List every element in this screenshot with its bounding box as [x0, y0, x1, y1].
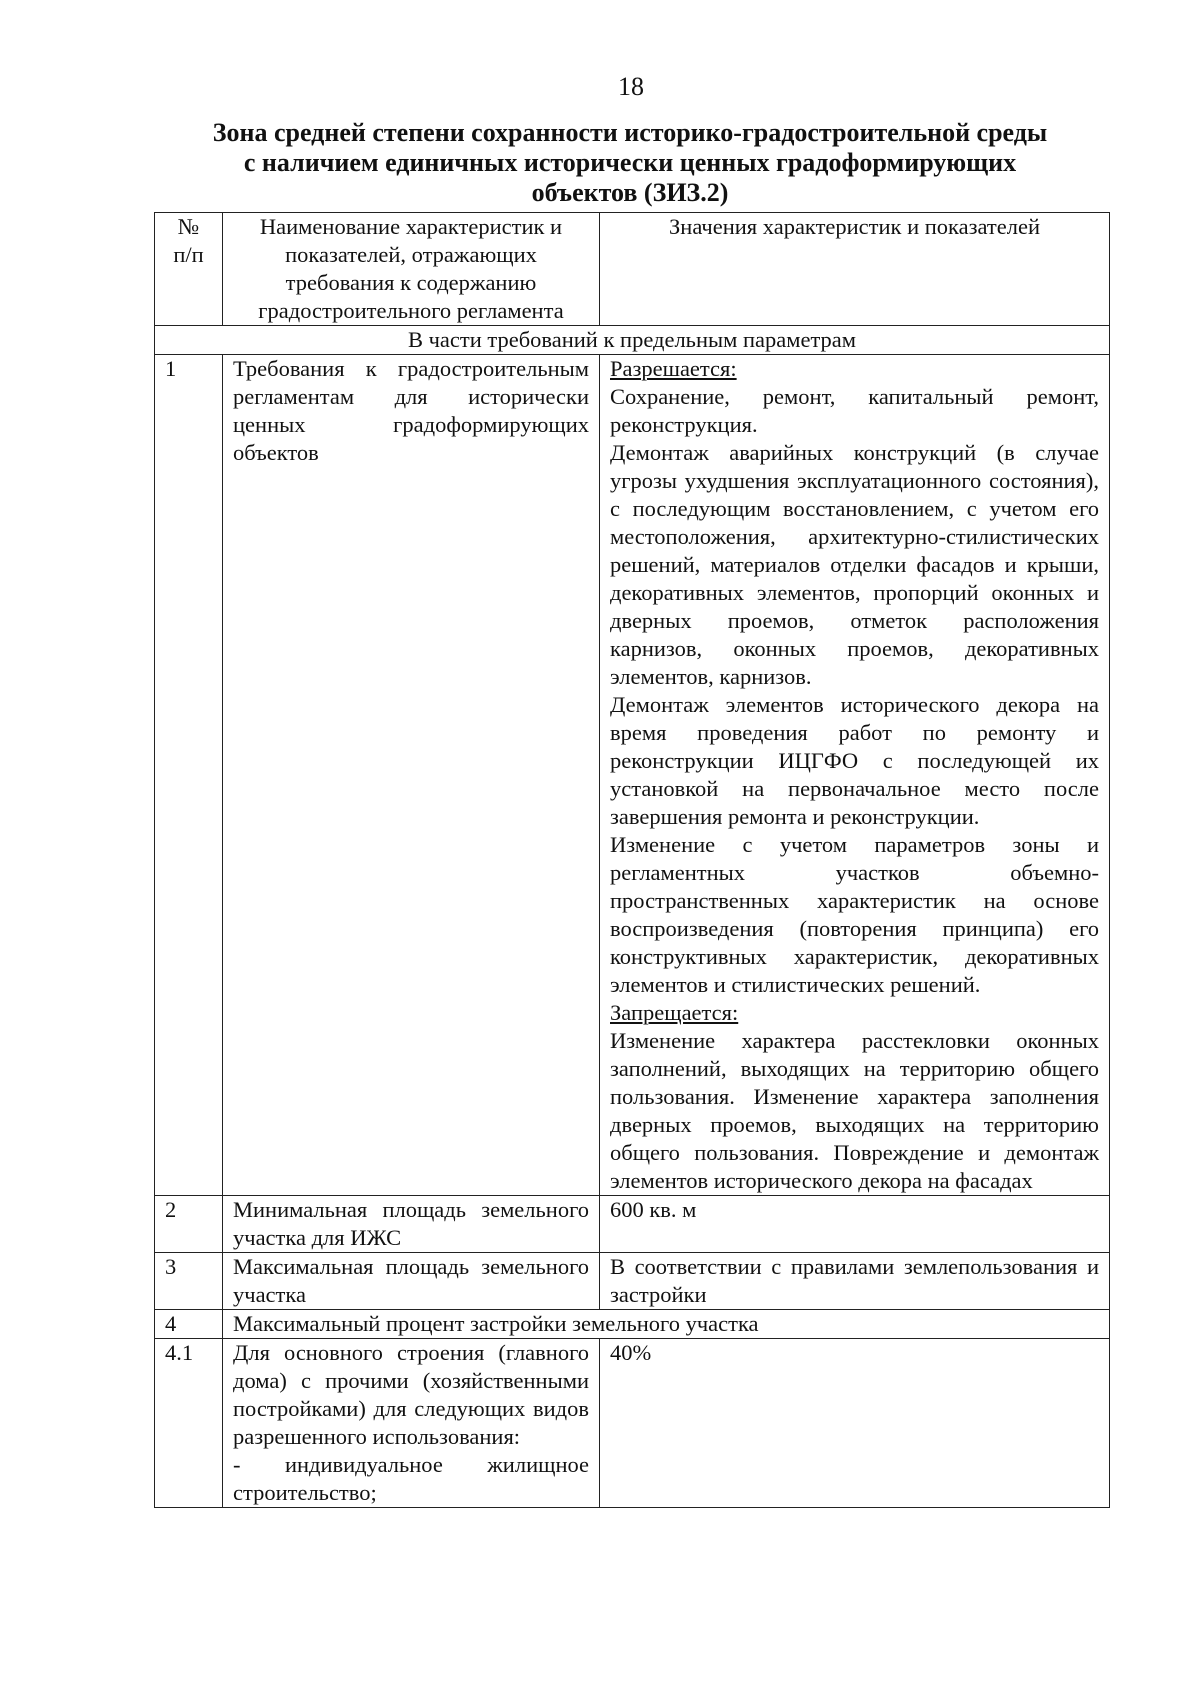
row-value: 600 кв. м	[600, 1196, 1110, 1253]
row-number: 3	[155, 1253, 223, 1310]
row-number: 4	[155, 1310, 223, 1339]
row-number: 1	[155, 355, 223, 1196]
section-row	[155, 326, 1110, 355]
document-title	[150, 118, 1110, 208]
title-line-1: Зона средней степени сохранности историко-градостроительной среды	[212, 118, 1048, 147]
allowed-label: Разрешается:	[610, 356, 737, 381]
header-characteristic-value: Значения характеристик и показателей	[600, 213, 1110, 326]
allowed-item: Демонтаж аварийных конструкций (в случае угрозы ухудшения эксплуатационного состояния), с последующим восстановлением, с учетом его местоположения, архитектурно-стилистических решений, материалов отделки фасадов и крыши, декоративных элементов, пропорций оконных и дверных проемов, отметок расположения карнизов, оконных проемов, декоративных элементов, карнизов.	[610, 440, 1099, 689]
title-line-2: с наличием единичных исторически ценных градоформирующих	[243, 148, 1017, 177]
header-number-abbr: п/п	[173, 242, 204, 267]
title-line-3: объектов (ЗИЗ.2)	[531, 178, 729, 207]
row-number: 4.1	[155, 1339, 223, 1508]
header-number	[155, 213, 223, 326]
forbidden-label: Запрещается:	[610, 1000, 739, 1025]
header-characteristic-name: Наименование характеристик и показателей, отражающих требования к содержанию градостроительного регламента	[223, 213, 600, 326]
forbidden-text: Изменение характера расстекловки оконных заполнений, выходящих на территорию общего пользования. Изменение характера заполнения дверных проемов, выходящих на территорию общего пользования. Повреждение и демонтаж элементов исторического декора на фасадах	[610, 1028, 1099, 1193]
table-header-row	[155, 213, 1110, 326]
row-value	[600, 355, 1110, 1196]
table-row	[155, 1253, 1110, 1310]
row-name: Максимальный процент застройки земельного участка	[223, 1310, 1110, 1339]
allowed-item: Сохранение, ремонт, капитальный ремонт, реконструкция.	[610, 384, 1099, 437]
row-name-item: - индивидуальное жилищное строительство;	[233, 1452, 589, 1505]
table-row	[155, 1339, 1110, 1508]
table-row	[155, 355, 1110, 1196]
row-value: 40%	[600, 1339, 1110, 1508]
row-name: Требования к градостроительным регламентам для исторически ценных градоформирующих объектов	[223, 355, 600, 1196]
row-name: Максимальная площадь земельного участка	[223, 1253, 600, 1310]
row-name-text: Для основного строения (главного дома) с прочими (хозяйственными постройками) для следующих видов разрешенного использования:	[233, 1340, 589, 1449]
table-row	[155, 1310, 1110, 1339]
row-name: Минимальная площадь земельного участка для ИЖС	[223, 1196, 600, 1253]
row-number: 2	[155, 1196, 223, 1253]
table-row	[155, 1196, 1110, 1253]
row-name	[223, 1339, 600, 1508]
section-title: В части требований к предельным параметрам	[155, 326, 1110, 355]
header-number-sign: №	[177, 214, 200, 239]
page-number: 18	[618, 72, 644, 101]
row-value: В соответствии с правилами землепользования и застройки	[600, 1253, 1110, 1310]
allowed-item: Демонтаж элементов исторического декора на время проведения работ по ремонту и реконструкции ИЦГФО с последующей их установкой на первоначальное место после завершения ремонта и реконструкции.	[610, 692, 1099, 829]
regulations-table	[154, 212, 1110, 1508]
allowed-item: Изменение с учетом параметров зоны и регламентных участков объемно-пространственных характеристик на основе воспроизведения (повторения принципа) его конструктивных характеристик, декоративных элементов и стилистических решений.	[610, 832, 1099, 997]
